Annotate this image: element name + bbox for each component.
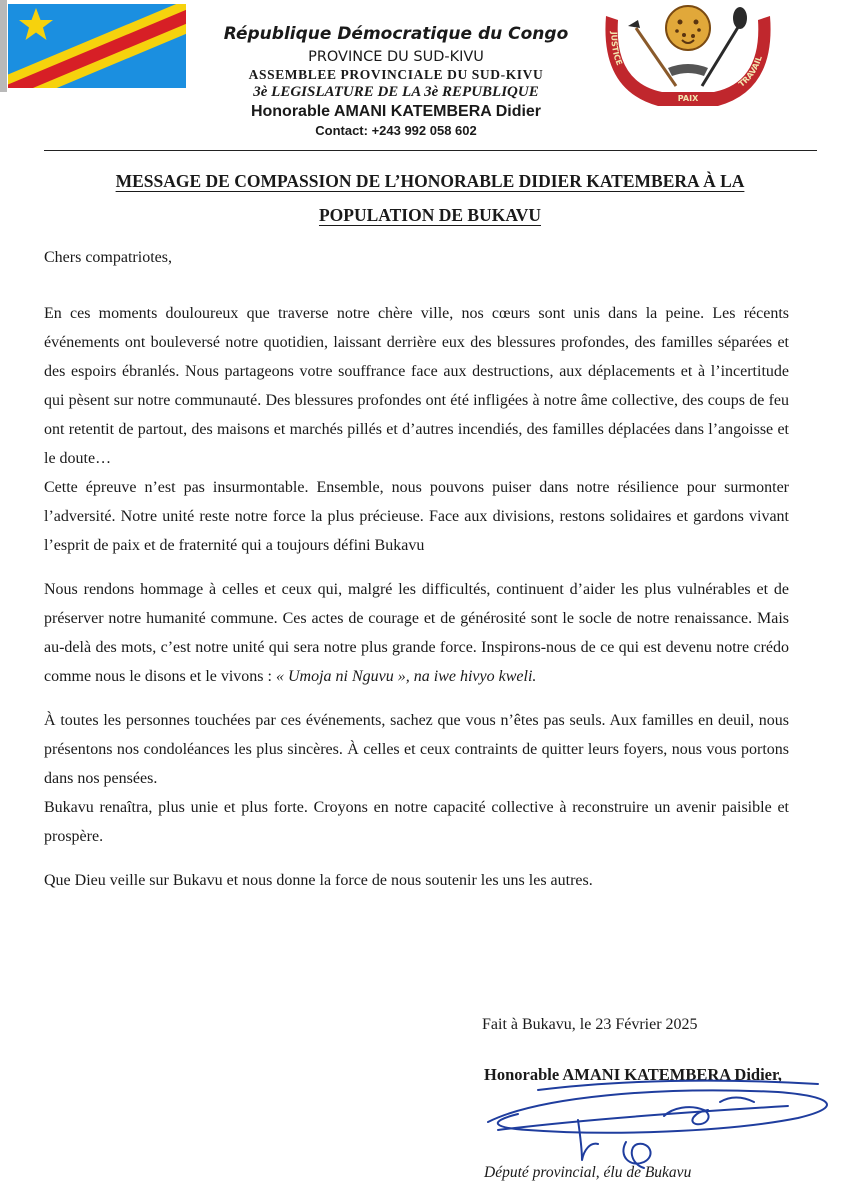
paragraph-6: Que Dieu veille sur Bukavu et nous donne la force de nous soutenir les uns les autres. — [44, 872, 593, 889]
motto-umoja: « Umoja ni Nguvu », na iwe hivyo kweli. — [275, 668, 537, 685]
letter-body — [44, 243, 789, 895]
title-line-2: POPULATION DE BUKAVU — [318, 205, 541, 225]
header-contact: Contact: +243 992 058 602 — [315, 123, 477, 138]
salutation: Chers compatriotes, — [44, 249, 172, 266]
handwritten-signature — [458, 1072, 858, 1172]
drc-flag-image — [0, 0, 190, 92]
place-and-date: Fait à Bukavu, le 23 Février 2025 — [482, 1016, 698, 1033]
header-republic: République Démocratique du Congo — [223, 24, 569, 44]
document-title — [40, 164, 820, 232]
svg-text:PAIX: PAIX — [677, 94, 699, 103]
svg-text:TRAVAIL: TRAVAIL — [737, 54, 764, 89]
paragraph-5: Bukavu renaîtra, plus unie et plus forte. Croyons en notre capacité collective à reconstruire un avenir paisible et prospère. — [44, 799, 789, 845]
paragraph-2: Cette épreuve n’est pas insurmontable. Ensemble, nous pouvons puiser dans notre résilience pour surmonter l’adversité. Notre unité reste notre force la plus précieuse. Face aux divisions, restons solidaires et gardons vivant l’esprit de paix et de fraternité qui a toujours défini Bukavu — [44, 479, 789, 554]
header-legislature: 3è LEGISLATURE DE LA 3è REPUBLIQUE — [253, 84, 539, 100]
paragraph-4: À toutes les personnes touchées par ces événements, sachez que vous n’êtes pas seuls. Aux familles en deuil, nous présentons nos condoléances les plus sincères. À celles et ceux contraints de quitter leurs foyers, nous vous portons dans nos pensées. — [44, 712, 789, 787]
header-divider — [44, 150, 817, 151]
paragraph-3: Nous rendons hommage à celles et ceux qui, malgré les difficultés, continuent d’aider les plus vulnérables et de préserver notre humanité commune. Ces actes de courage et de générosité sont le socle de notre renaissance. Mais au-delà des mots, c’est notre unité qui sera notre plus grande force. Inspirons-nous de ce qui est devenu notre crédo comme nous le disons et le vivons : « Umoja ni Nguvu », na iwe hivyo kweli. — [44, 581, 789, 685]
signatory-name: Honorable AMANI KATEMBERA Didier, — [484, 1065, 782, 1084]
letterhead — [190, 22, 602, 140]
title-line-1: MESSAGE DE COMPASSION DE L’HONORABLE DIDIER KATEMBERA À LA — [115, 171, 745, 191]
coat-of-arms-image — [598, 2, 778, 114]
header-province: PROVINCE DU SUD-KIVU — [308, 49, 484, 65]
paragraph-1: En ces moments douloureux que traverse notre chère ville, nos cœurs sont unis dans la peine. Les récents événements ont bouleversé notre quotidien, laissant derrière eux des blessures profondes, des familles séparées et des espoirs ébranlés. Nous partageons votre souffrance face aux destructions, aux déplacements et à l’incertitude qui pèsent sur notre communauté. Des blessures profondes ont été infligées à notre âme collective, des coups de feu ont retentit de partout, des maisons et marchés pillés et d’autres incendiés, des familles déplacées dans l’angoisse et le doute… — [44, 305, 789, 467]
signatory-function: Député provincial, élu de Bukavu — [484, 1164, 692, 1181]
svg-text:JUSTICE: JUSTICE — [609, 31, 624, 67]
header-member: Honorable AMANI KATEMBERA Didier — [250, 103, 542, 120]
header-assembly: ASSEMBLEE PROVINCIALE DU SUD-KIVU — [248, 67, 544, 82]
